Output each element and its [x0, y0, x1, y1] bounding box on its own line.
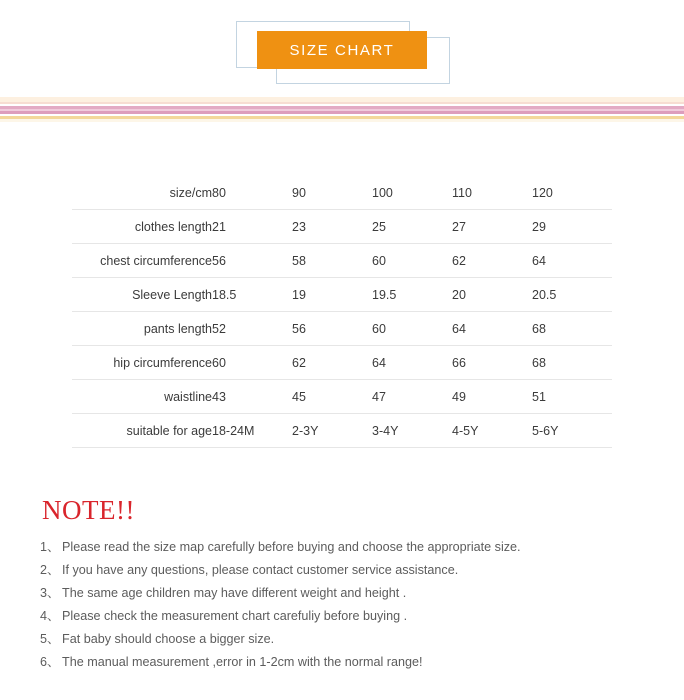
table-cell: 80 [212, 176, 292, 210]
table-row [72, 380, 612, 414]
table-cell: 56 [212, 244, 292, 278]
list-item [0, 651, 684, 674]
row-label: size/cm [72, 176, 212, 210]
row-label: suitable for age [72, 414, 212, 448]
note-item-text: Fat baby should choose a bigger size. [62, 632, 275, 646]
note-item-number: 4、 [40, 609, 60, 623]
page-title: SIZE CHART [289, 41, 395, 59]
table-cell: 23 [292, 210, 372, 244]
note-item-text: Please check the measurement chart carefuliy before buying . [62, 609, 408, 623]
note-item-number: 5、 [40, 632, 60, 646]
list-item [0, 536, 684, 559]
table-row [72, 278, 612, 312]
table-cell: 49 [452, 380, 532, 414]
note-item-number: 1、 [40, 540, 60, 554]
table-cell: 62 [452, 244, 532, 278]
table-row [72, 312, 612, 346]
note-item-text: The manual measurement ,error in 1-2cm with the normal range! [62, 655, 423, 669]
table-cell: 120 [532, 176, 612, 210]
table-cell: 100 [372, 176, 452, 210]
row-label: clothes length [72, 210, 212, 244]
note-list [0, 536, 684, 674]
table-row [72, 210, 612, 244]
table-cell: 21 [212, 210, 292, 244]
table-cell: 25 [372, 210, 452, 244]
note-section [0, 495, 684, 674]
row-label: chest circumference [72, 244, 212, 278]
table-cell: 58 [292, 244, 372, 278]
table-cell: 19 [292, 278, 372, 312]
row-label: waistline [72, 380, 212, 414]
note-item-text: The same age children may have different weight and height . [62, 586, 407, 600]
table-cell: 64 [372, 346, 452, 380]
table-cell: 4-5Y [452, 414, 532, 448]
table-cell: 18-24M [212, 414, 292, 448]
page-header-banner [0, 0, 684, 95]
table-cell: 56 [292, 312, 372, 346]
table-cell: 29 [532, 210, 612, 244]
table-cell: 62 [292, 346, 372, 380]
table-cell: 64 [532, 244, 612, 278]
size-table-container [0, 176, 684, 448]
table-cell: 60 [372, 312, 452, 346]
table-row [72, 346, 612, 380]
table-cell: 2-3Y [292, 414, 372, 448]
table-cell: 52 [212, 312, 292, 346]
table-cell: 90 [292, 176, 372, 210]
table-cell: 43 [212, 380, 292, 414]
table-cell: 60 [372, 244, 452, 278]
list-item [0, 582, 684, 605]
table-row [72, 176, 612, 210]
decorative-striped-divider [0, 97, 684, 123]
table-cell: 45 [292, 380, 372, 414]
row-label: hip circumference [72, 346, 212, 380]
table-cell: 20 [452, 278, 532, 312]
table-cell: 66 [452, 346, 532, 380]
table-cell: 19.5 [372, 278, 452, 312]
list-item [0, 559, 684, 582]
row-label: Sleeve Length [72, 278, 212, 312]
size-chart-title-box [257, 31, 427, 69]
table-row [72, 244, 612, 278]
table-cell: 68 [532, 312, 612, 346]
table-cell: 3-4Y [372, 414, 452, 448]
table-cell: 47 [372, 380, 452, 414]
table-row [72, 414, 612, 448]
size-chart-table [72, 176, 612, 448]
note-item-text: Please read the size map carefully before buying and choose the appropriate size. [62, 540, 521, 554]
table-cell: 18.5 [212, 278, 292, 312]
list-item [0, 628, 684, 651]
table-cell: 27 [452, 210, 532, 244]
note-item-text: If you have any questions, please contact customer service assistance. [62, 563, 459, 577]
table-cell: 64 [452, 312, 532, 346]
table-cell: 110 [452, 176, 532, 210]
divider-band-cream-lower [0, 119, 684, 122]
note-item-number: 2、 [40, 563, 60, 577]
table-cell: 60 [212, 346, 292, 380]
table-cell: 51 [532, 380, 612, 414]
list-item [0, 605, 684, 628]
table-cell: 68 [532, 346, 612, 380]
row-label: pants length [72, 312, 212, 346]
table-cell: 5-6Y [532, 414, 612, 448]
note-heading: NOTE!! [42, 495, 135, 525]
table-cell: 20.5 [532, 278, 612, 312]
note-item-number: 6、 [40, 655, 60, 669]
note-item-number: 3、 [40, 586, 60, 600]
